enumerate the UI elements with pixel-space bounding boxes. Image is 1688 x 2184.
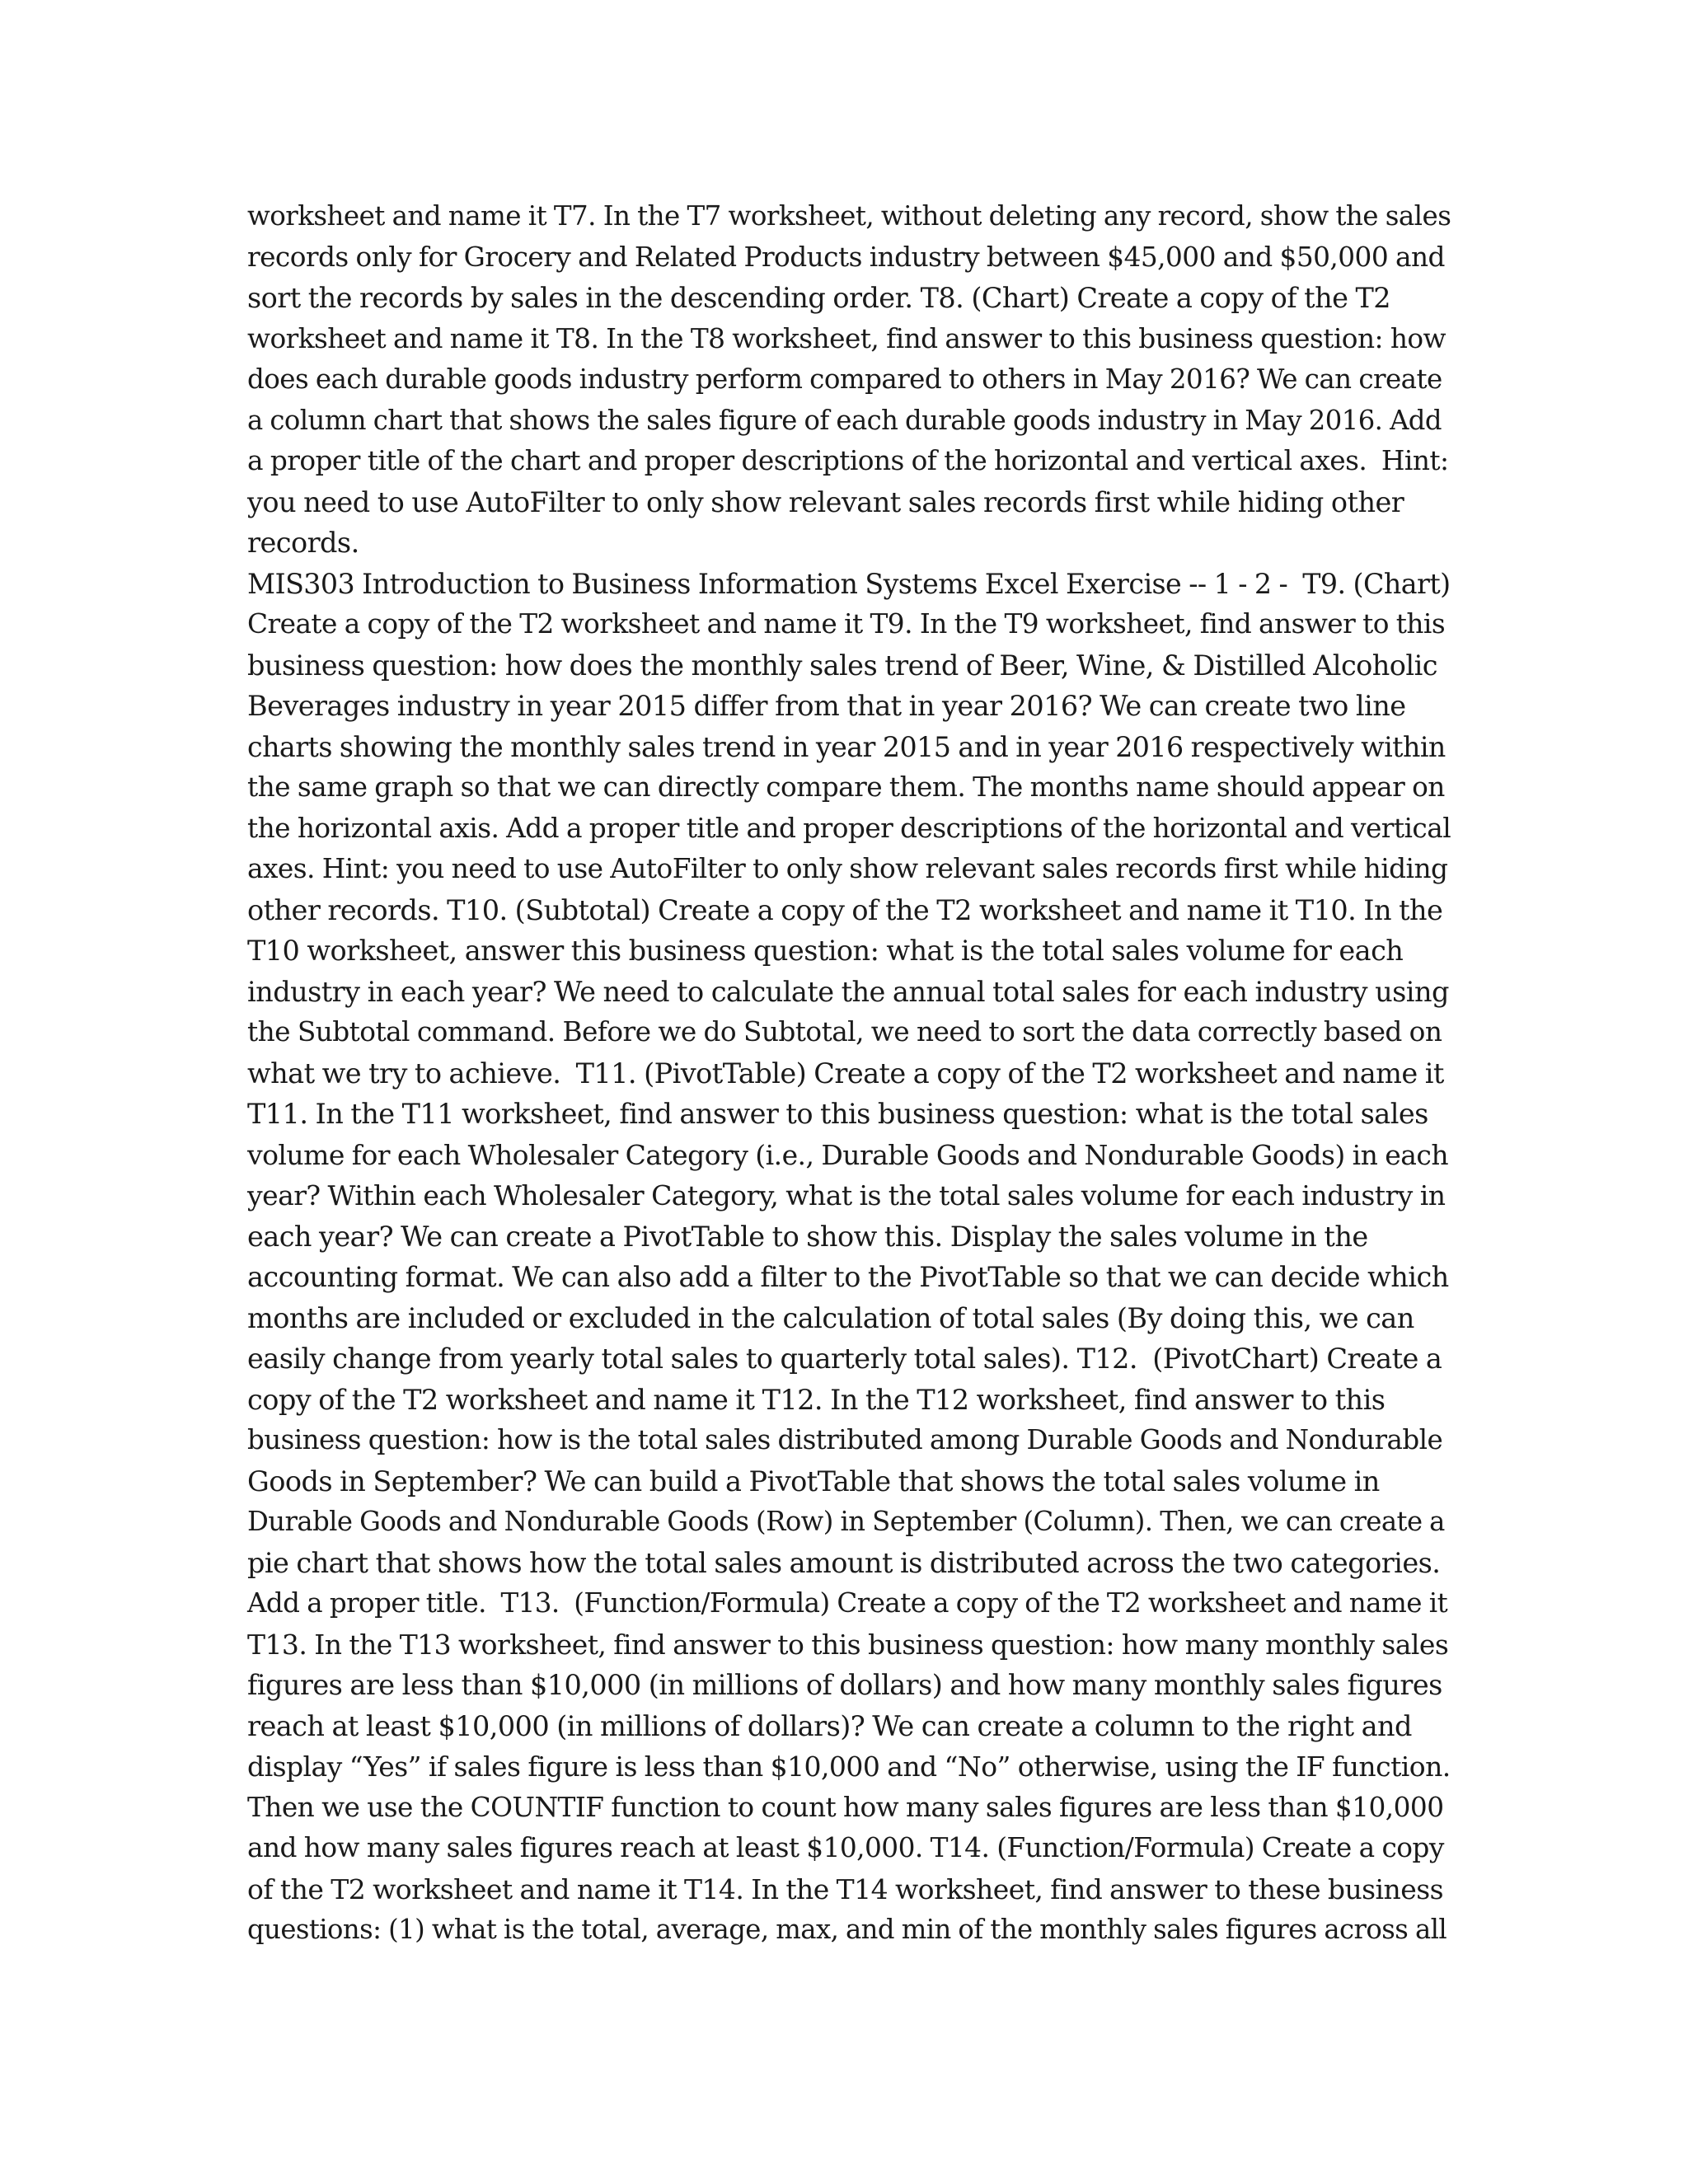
text-line: and how many sales figures reach at least $10,000. T14. (Function/Formula) Create a copy — [247, 1832, 1444, 1863]
text-line: volume for each Wholesaler Category (i.e., Durable Goods and Nondurable Goods) in each — [247, 1138, 1449, 1171]
text-line: copy of the T2 worksheet and name it T12. In the T12 worksheet, find answer to this — [247, 1383, 1386, 1416]
text-line: months are included or excluded in the calculation of total sales (By doing this, we can — [247, 1301, 1414, 1334]
text-line: a column chart that shows the sales figure of each durable goods industry in May 2016. Add — [247, 404, 1442, 436]
text-line: you need to use AutoFilter to only show relevant sales records first while hiding other — [247, 485, 1404, 518]
text-line: year? Within each Wholesaler Category, what is the total sales volume for each industry in — [247, 1179, 1446, 1212]
text-line: the same graph so that we can directly compare them. The months name should appear on — [247, 771, 1445, 803]
text-line: Add a proper title. T13. (Function/Formula) Create a copy of the T2 worksheet and name it — [247, 1587, 1448, 1619]
text-line: other records. T10. (Subtotal) Create a copy of the T2 worksheet and name it T10. In the — [247, 893, 1443, 926]
text-line: the horizontal axis. Add a proper title and proper descriptions of the horizontal and vertical — [247, 812, 1451, 844]
text-line: industry in each year? We need to calculate the annual total sales for each industry using — [247, 975, 1449, 1008]
text-line: business question: how is the total sales distributed among Durable Goods and Nondurable — [247, 1424, 1443, 1455]
text-line: T13. In the T13 worksheet, find answer to this business question: how many monthly sales — [247, 1628, 1449, 1661]
text-line: Create a copy of the T2 worksheet and name it T9. In the T9 worksheet, find answer to this — [247, 608, 1446, 640]
text-line: Durable Goods and Nondurable Goods (Row) in September (Column). Then, we can create a — [247, 1506, 1445, 1537]
text-line: records only for Grocery and Related Products industry between $45,000 and $50,000 and — [247, 241, 1445, 273]
body-text — [247, 196, 1451, 1951]
text-line: easily change from yearly total sales to quarterly total sales). T12. (PivotChart) Create a — [247, 1343, 1442, 1375]
text-line: Beverages industry in year 2015 differ from that in year 2016? We can create two line — [247, 690, 1406, 722]
text-line: each year? We can create a PivotTable to show this. Display the sales volume in the — [247, 1220, 1368, 1253]
text-line: Then we use the COUNTIF function to count how many sales figures are less than $10,000 — [247, 1791, 1444, 1823]
text-line: figures are less than $10,000 (in millions of dollars) and how many monthly sales figures — [247, 1669, 1442, 1701]
text-line: reach at least $10,000 (in millions of dollars)? We can create a column to the right and — [247, 1709, 1412, 1742]
text-line: does each durable goods industry perform compared to others in May 2016? We can create — [247, 363, 1442, 395]
text-line: the Subtotal command. Before we do Subtotal, we need to sort the data correctly based on — [247, 1016, 1442, 1047]
text-line: T11. In the T11 worksheet, find answer to this business question: what is the total sales — [247, 1098, 1428, 1130]
text-line: questions: (1) what is the total, average, max, and min of the monthly sales figures across all — [247, 1914, 1447, 1945]
text-line: worksheet and name it T7. In the T7 worksheet, without deleting any record, show the sales — [247, 200, 1451, 232]
text-line: business question: how does the monthly sales trend of Beer, Wine, & Distilled Alcoholic — [247, 649, 1437, 682]
text-line: T10 worksheet, answer this business question: what is the total sales volume for each — [247, 935, 1404, 967]
text-line: MIS303 Introduction to Business Information Systems Excel Exercise -- 1 - 2 - T9. (Chart) — [247, 567, 1451, 600]
text-line: records. — [247, 527, 359, 559]
text-line: worksheet and name it T8. In the T8 worksheet, find answer to this business question: how — [247, 322, 1447, 354]
text-line: sort the records by sales in the descending order. T8. (Chart) Create a copy of the T2 — [247, 282, 1391, 314]
text-line: what we try to achieve. T11. (PivotTable) Create a copy of the T2 worksheet and name it — [247, 1057, 1444, 1090]
text-line: a proper title of the chart and proper descriptions of the horizontal and vertical axes. Hint: — [247, 445, 1449, 476]
text-line: pie chart that shows how the total sales amount is distributed across the two categories. — [247, 1546, 1441, 1579]
text-line: Goods in September? We can build a PivotTable that shows the total sales volume in — [247, 1465, 1380, 1497]
text-line: display “Yes” if sales figure is less than $10,000 and “No” otherwise, using the IF function. — [247, 1750, 1451, 1783]
text-line: charts showing the monthly sales trend in year 2015 and in year 2016 respectively within — [247, 730, 1446, 763]
text-line: accounting format. We can also add a filter to the PivotTable so that we can decide which — [247, 1261, 1449, 1293]
text-line: axes. Hint: you need to use AutoFilter to only show relevant sales records first while hiding — [247, 853, 1448, 884]
text-line: of the T2 worksheet and name it T14. In the T14 worksheet, find answer to these business — [247, 1872, 1444, 1905]
